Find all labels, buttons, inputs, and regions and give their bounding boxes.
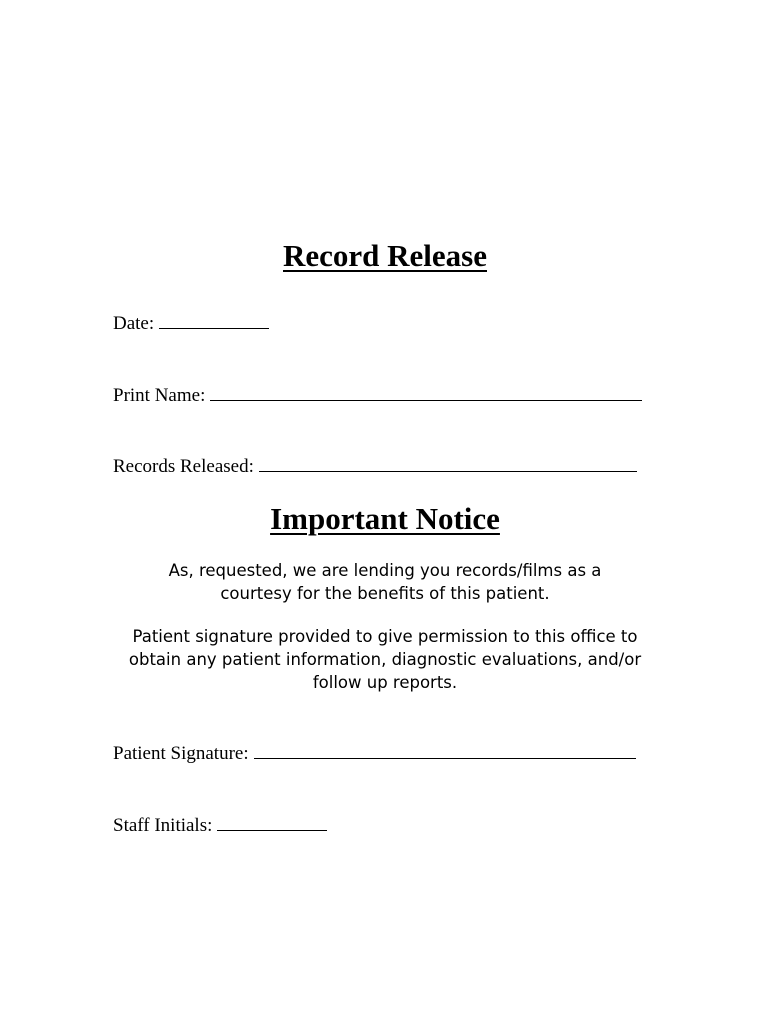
- patient-signature-label: Patient Signature:: [113, 743, 249, 764]
- print-name-field: [113, 382, 642, 407]
- date-field: [113, 310, 269, 335]
- patient-signature-blank-line[interactable]: [254, 740, 636, 759]
- notice-paragraph-permission: [0, 625, 770, 694]
- notice-line: Patient signature provided to give permission to this office to: [132, 627, 638, 646]
- notice-line: As, requested, we are lending you records/films as a: [168, 561, 602, 580]
- print-name-blank-line[interactable]: [210, 382, 642, 401]
- notice-line: courtesy for the benefits of this patient.: [220, 584, 550, 603]
- records-released-label: Records Released:: [113, 456, 254, 477]
- page-title: Record Release: [283, 238, 487, 273]
- notice-line: obtain any patient information, diagnostic evaluations, and/or: [128, 650, 642, 669]
- date-label: Date:: [113, 313, 155, 334]
- notice-line: follow up reports.: [312, 673, 458, 692]
- print-name-label: Print Name:: [113, 385, 206, 406]
- staff-initials-field: [113, 812, 327, 837]
- notice-heading: Important Notice: [270, 501, 500, 536]
- date-blank-line[interactable]: [159, 310, 269, 329]
- staff-initials-blank-line[interactable]: [217, 812, 327, 831]
- notice-paragraph-lending: [0, 559, 770, 605]
- staff-initials-label: Staff Initials:: [113, 815, 213, 836]
- records-released-field: [113, 453, 637, 478]
- patient-signature-field: [113, 740, 636, 765]
- records-released-blank-line[interactable]: [259, 453, 637, 472]
